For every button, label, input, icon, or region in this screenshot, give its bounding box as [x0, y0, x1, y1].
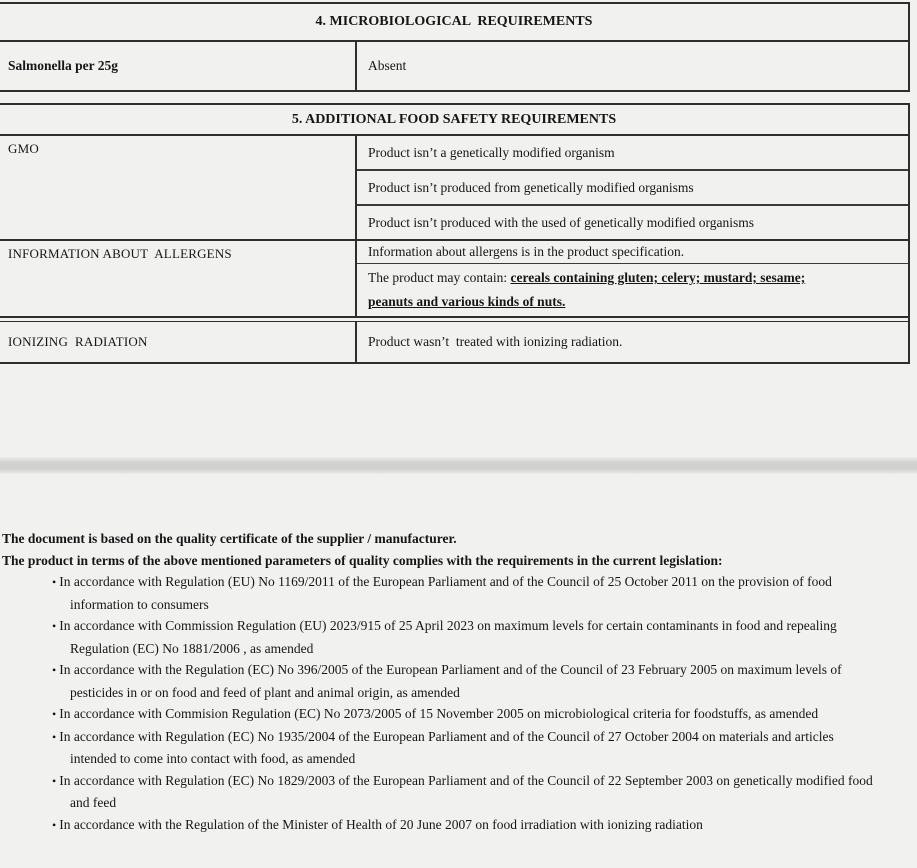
- legislation-item: • In accordance with Commission Regulation (EU) 2023/915 of 25 April 2023 on maximum levels for certain contaminants in food and repealing Regulation (EC) No 1881/2006 , as amended: [70, 615, 874, 659]
- page-break-separator: [0, 457, 917, 474]
- legislation-item: • In accordance with Regulation (EU) No 1169/2011 of the European Parliament and of the Council of 25 October 2011 on the provision of food information to consumers: [70, 571, 874, 615]
- legislation-item: • In accordance with Regulation (EC) No 1935/2004 of the European Parliament and of the Council of 27 October 2004 on materials and articles intended to come into contact with food, as amended: [70, 726, 874, 770]
- legal-statements: [2, 528, 874, 836]
- legislation-item: • In accordance with the Regulation of the Minister of Health of 20 June 2007 on food irradiation with ionizing radiation: [70, 814, 874, 837]
- ionizing-radiation-value: Product wasn’t treated with ionizing radiation.: [368, 334, 623, 349]
- ionizing-radiation-label: IONIZING RADIATION: [0, 322, 357, 362]
- compliance-statement: The product in terms of the above mentioned parameters of quality complies with the requirements in the current legislation:: [2, 552, 723, 568]
- parameter-value: Absent: [368, 58, 407, 73]
- gmo-row-group: [0, 136, 908, 241]
- gmo-label: GMO: [0, 136, 357, 239]
- allergens-may-contain-text: [368, 266, 846, 314]
- gmo-statement: Product isn’t produced from genetically modified organisms: [357, 171, 908, 206]
- legislation-item: • In accordance with the Regulation (EC) No 396/2005 of the European Parliament and of the Council of 23 February 2005 on maximum levels of pesticides in or on food and feed of plant and animal origin, as amended: [70, 659, 874, 703]
- allergens-statement: Information about allergens is in the product specification.: [357, 241, 908, 264]
- certificate-basis-statement: The document is based on the quality certificate of the supplier / manufacturer.: [2, 531, 457, 546]
- additional-food-safety-table: [0, 103, 910, 364]
- section-5-title: 5. ADDITIONAL FOOD SAFETY REQUIREMENTS: [0, 105, 908, 136]
- legislation-item: • In accordance with Commision Regulation (EC) No 2073/2005 of 15 November 2005 on microbiological criteria for foodstuffs, as amended: [70, 703, 874, 726]
- allergens-list-emphasis: cereals containing gluten; celery; mustard; sesame; peanuts and various kinds of nuts.: [368, 270, 806, 309]
- ionizing-radiation-row: [0, 322, 908, 362]
- allergens-may-contain: [357, 264, 908, 316]
- table-row: [0, 42, 908, 90]
- gmo-statement: Product isn’t produced with the used of genetically modified organisms: [368, 214, 755, 230]
- parameter-label: Salmonella per 25g: [0, 42, 357, 90]
- allergens-label: INFORMATION ABOUT ALLERGENS: [0, 241, 357, 316]
- microbiological-requirements-table: [0, 2, 910, 92]
- legislation-list: [2, 571, 874, 836]
- gmo-statement: Product isn’t a genetically modified organism: [357, 136, 908, 171]
- allergens-prefix: The product may contain:: [368, 270, 511, 285]
- section-4-title: 4. MICROBIOLOGICAL REQUIREMENTS: [0, 4, 908, 42]
- legislation-item: • In accordance with Regulation (EC) No 1829/2003 of the European Parliament and of the Council of 22 September 2003 on genetically modified food and feed: [70, 770, 874, 814]
- gmo-values: [357, 136, 908, 239]
- allergens-values: [357, 241, 908, 316]
- allergens-row-group: [0, 241, 908, 318]
